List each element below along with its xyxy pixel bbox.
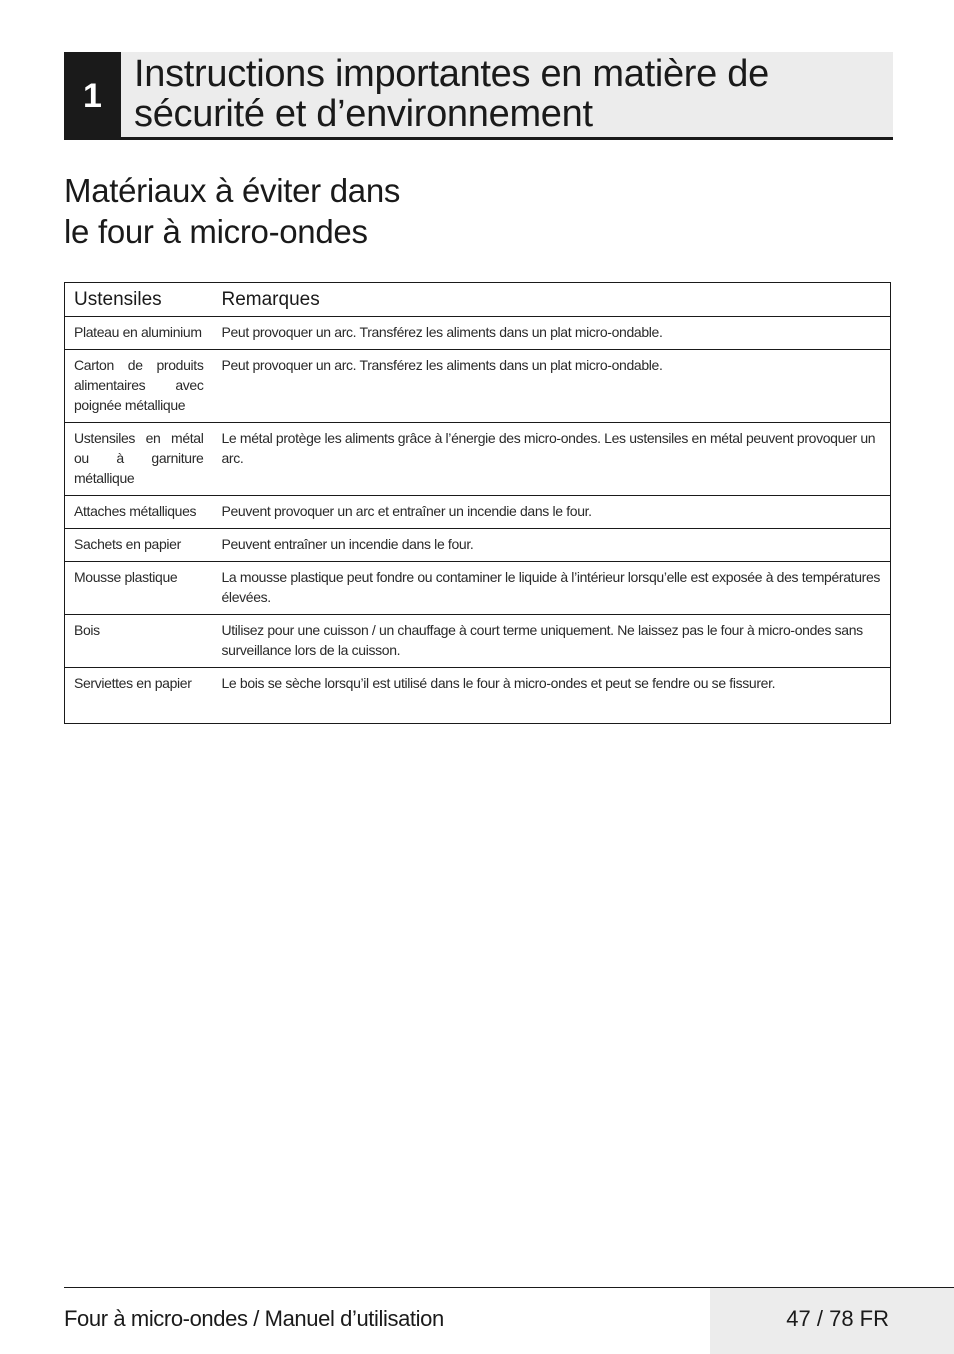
header-remarques: Remarques	[213, 283, 891, 317]
remarque-cell: Peuvent entraîner un incendie dans le four.	[213, 529, 891, 562]
ustensile-cell: Serviettes en papier	[65, 668, 213, 724]
chapter-header	[64, 52, 893, 140]
page-number: 47 / 78 FR	[786, 1306, 889, 1331]
ustensile-cell: Ustensiles en métal ou à garniture métallique	[65, 423, 213, 496]
table-row	[65, 529, 891, 562]
remarque-cell: Peut provoquer un arc. Transférez les aliments dans un plat micro-ondable.	[213, 317, 891, 350]
ustensile-cell: Plateau en aluminium	[65, 317, 213, 350]
remarque-cell: Le métal protège les aliments grâce à l’énergie des micro-ondes. Les ustensiles en métal peuvent provoquer un arc.	[213, 423, 891, 496]
materials-table	[64, 282, 891, 724]
ustensile-cell: Attaches métalliques	[65, 496, 213, 529]
footer-page-box	[710, 1288, 954, 1354]
chapter-title: Instructions importantes en matière de sécurité et d’environnement	[134, 53, 769, 135]
remarque-cell: Peuvent provoquer un arc et entraîner un incendie dans le four.	[213, 496, 891, 529]
section-title	[64, 170, 564, 252]
ustensile-cell: Bois	[65, 615, 213, 668]
footer-manual-title: Four à micro-ondes / Manuel d’utilisation	[64, 1306, 444, 1331]
remarque-cell: Utilisez pour une cuisson / un chauffage à court terme uniquement. Ne laissez pas le four à micro-ondes sans surveillance lors de la cuisson.	[213, 615, 891, 668]
table-row	[65, 350, 891, 423]
remarque-cell: Peut provoquer un arc. Transférez les aliments dans un plat micro-ondable.	[213, 350, 891, 423]
header-ustensiles: Ustensiles	[65, 283, 213, 317]
table-header-row	[65, 283, 891, 317]
table-row	[65, 562, 891, 615]
table-row	[65, 615, 891, 668]
ustensile-cell: Mousse plastique	[65, 562, 213, 615]
chapter-number: 1	[64, 52, 121, 140]
section-title-line2: le four à micro-ondes	[64, 213, 368, 250]
ustensile-cell: Carton de produits alimentaires avec poignée métallique	[65, 350, 213, 423]
table-row	[65, 317, 891, 350]
table-row	[65, 668, 891, 724]
remarque-cell: La mousse plastique peut fondre ou contaminer le liquide à l’intérieur lorsqu’elle est exposée à des températures élevées.	[213, 562, 891, 615]
table-row	[65, 496, 891, 529]
section-title-line1: Matériaux à éviter dans	[64, 172, 401, 209]
remarque-cell: Le bois se sèche lorsqu’il est utilisé dans le four à micro-ondes et peut se fendre ou se fissurer.	[213, 668, 891, 724]
ustensile-cell: Sachets en papier	[65, 529, 213, 562]
table-row	[65, 423, 891, 496]
